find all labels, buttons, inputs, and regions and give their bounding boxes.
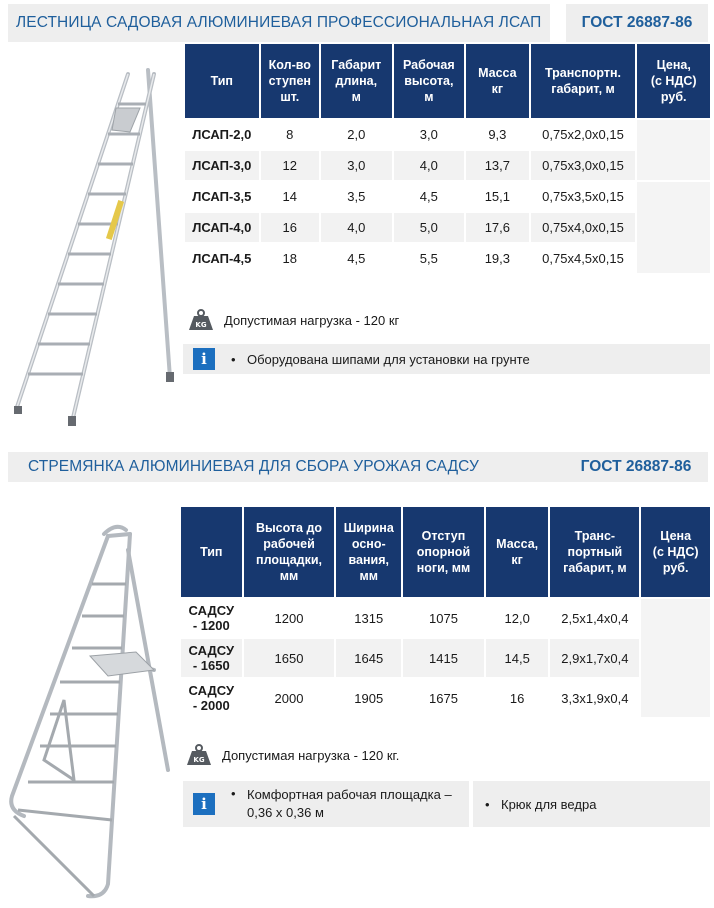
garden-ladder-illustration: [8, 60, 180, 432]
row-transport: 2,9х1,7х0,4: [550, 639, 639, 677]
row-length: 4,0: [321, 213, 392, 242]
table-row: [185, 213, 710, 242]
row-offset: 1075: [429, 610, 458, 626]
row-platform: 1650: [244, 639, 335, 677]
table-row: [185, 151, 710, 180]
col-base-width: Ширина осно- вания, мм: [336, 507, 401, 597]
row-price: [637, 120, 710, 180]
table-row: [185, 120, 710, 149]
load-note-2: [186, 744, 399, 766]
row-transport: 0,75х3,5х0,15: [542, 189, 624, 204]
section2-title-bar: [8, 452, 564, 482]
kg-label: KG: [193, 756, 205, 764]
row-type: ЛСАП-2,0: [192, 127, 252, 142]
row-type: ЛСАП-4,0: [185, 213, 259, 242]
row-transport: 3,3х1,9х0,4: [561, 690, 629, 706]
row-mass: 14,5: [486, 639, 549, 677]
row-length: 3,0: [321, 151, 392, 180]
col-leg-offset: Отступ опорной ноги, мм: [403, 507, 484, 597]
load-note-2-text: Допустимая нагрузка - 120 кг.: [222, 747, 400, 763]
row-transport: 2,5х1,4х0,4: [561, 610, 629, 626]
row-type: САДСУ - 1200: [188, 603, 235, 633]
table-row: [181, 599, 710, 637]
section1-gost: ГОСТ 26887-86: [566, 4, 708, 42]
row-width: 1645: [336, 639, 401, 677]
col-mass: Масса кг: [466, 44, 528, 118]
lsap-spec-table: [183, 42, 712, 275]
info-icon: i: [193, 793, 215, 815]
col-transport: Транс- портный габарит, м: [550, 507, 639, 597]
row-mass: 19,3: [484, 251, 510, 266]
row-mass: 15,1: [484, 189, 510, 204]
feature-item: • Комфортная рабочая площадка – 0,36 х 0,36 м: [231, 786, 452, 820]
row-height: 4,0: [394, 151, 465, 180]
load-note-1: [188, 309, 399, 331]
harvest-stepladder-illustration: [4, 520, 176, 904]
row-width: 1905: [354, 690, 384, 706]
row-transport: 0,75х2,0х0,15: [542, 127, 624, 142]
row-mass: 13,7: [466, 151, 528, 180]
info-bar-1: [183, 344, 710, 374]
row-width: 1315: [354, 610, 384, 626]
row-type: ЛСАП-3,5: [192, 189, 252, 204]
row-platform: 2000: [274, 690, 304, 706]
row-steps: 8: [286, 127, 294, 142]
section1-title-bar: [8, 4, 550, 42]
info-bar-2: [183, 781, 710, 827]
section2-gost: ГОСТ 26887-86: [564, 452, 708, 482]
row-transport: 0,75х3,0х0,15: [531, 151, 636, 180]
section1-header: [8, 4, 708, 42]
col-mass: Масса, кг: [486, 507, 549, 597]
row-steps: 18: [282, 251, 298, 266]
section2-title: СТРЕМЯНКА АЛЮМИНИЕВАЯ ДЛЯ СБОРА УРОЖАЯ САДСУ: [28, 458, 479, 475]
row-transport: 0,75х4,0х0,15: [531, 213, 636, 242]
col-type: Тип: [181, 507, 242, 597]
section2-header: [8, 452, 708, 482]
row-offset: 1415: [403, 639, 484, 677]
row-length: 3,5: [347, 189, 366, 204]
col-price: Цена (с НДС) руб.: [641, 507, 710, 597]
col-length: Габарит длина, м: [321, 44, 392, 118]
row-type: САДСУ - 2000: [188, 683, 235, 713]
sadsu-spec-table: [179, 505, 712, 719]
row-offset: 1675: [429, 690, 458, 706]
row-steps: 12: [261, 151, 319, 180]
col-platform-height: Высота до рабочей площадки, мм: [244, 507, 335, 597]
row-mass: 17,6: [466, 213, 528, 242]
row-mass: 9,3: [488, 127, 507, 142]
kg-label: KG: [195, 321, 207, 329]
row-transport: 0,75х4,5х0,15: [542, 251, 624, 266]
row-height: 3,0: [419, 127, 438, 142]
row-height: 5,5: [419, 251, 438, 266]
row-height: 5,0: [394, 213, 465, 242]
row-platform: 1200: [274, 610, 304, 626]
table-row: [181, 639, 710, 677]
feature-item: • Крюк для ведра: [485, 796, 597, 812]
row-length: 2,0: [347, 127, 366, 142]
row-mass: 12,0: [504, 610, 530, 626]
row-type: ЛСАП-4,5: [192, 251, 252, 266]
col-transport: Транспортн. габарит, м: [531, 44, 636, 118]
weight-kg-icon: [188, 309, 214, 331]
col-steps: Кол-во ступен шт.: [261, 44, 319, 118]
weight-kg-icon: [186, 744, 212, 766]
row-steps: 14: [282, 189, 298, 204]
load-note-1-text: Допустимая нагрузка - 120 кг: [224, 312, 400, 328]
row-mass: 16: [509, 690, 525, 706]
table-row: [185, 244, 710, 273]
row-price: [637, 182, 710, 273]
col-type: Тип: [185, 44, 259, 118]
row-type: САДСУ - 1650: [181, 639, 242, 677]
row-type: ЛСАП-3,0: [185, 151, 259, 180]
row-length: 4,5: [347, 251, 366, 266]
row-height: 4,5: [419, 189, 438, 204]
info-icon: i: [193, 348, 215, 370]
table-row: [185, 182, 710, 211]
section1-title: ЛЕСТНИЦА САДОВАЯ АЛЮМИНИЕВАЯ ПРОФЕССИОНАЛЬНАЯ ЛСАП: [16, 14, 542, 31]
table-row: [181, 679, 710, 717]
col-price: Цена, (с НДС) руб.: [637, 44, 710, 118]
col-height: Рабочая высота, м: [394, 44, 465, 118]
feature-item: • Оборудована шипами для установки на грунте: [231, 351, 530, 367]
row-steps: 16: [261, 213, 319, 242]
row-price: [641, 599, 710, 717]
